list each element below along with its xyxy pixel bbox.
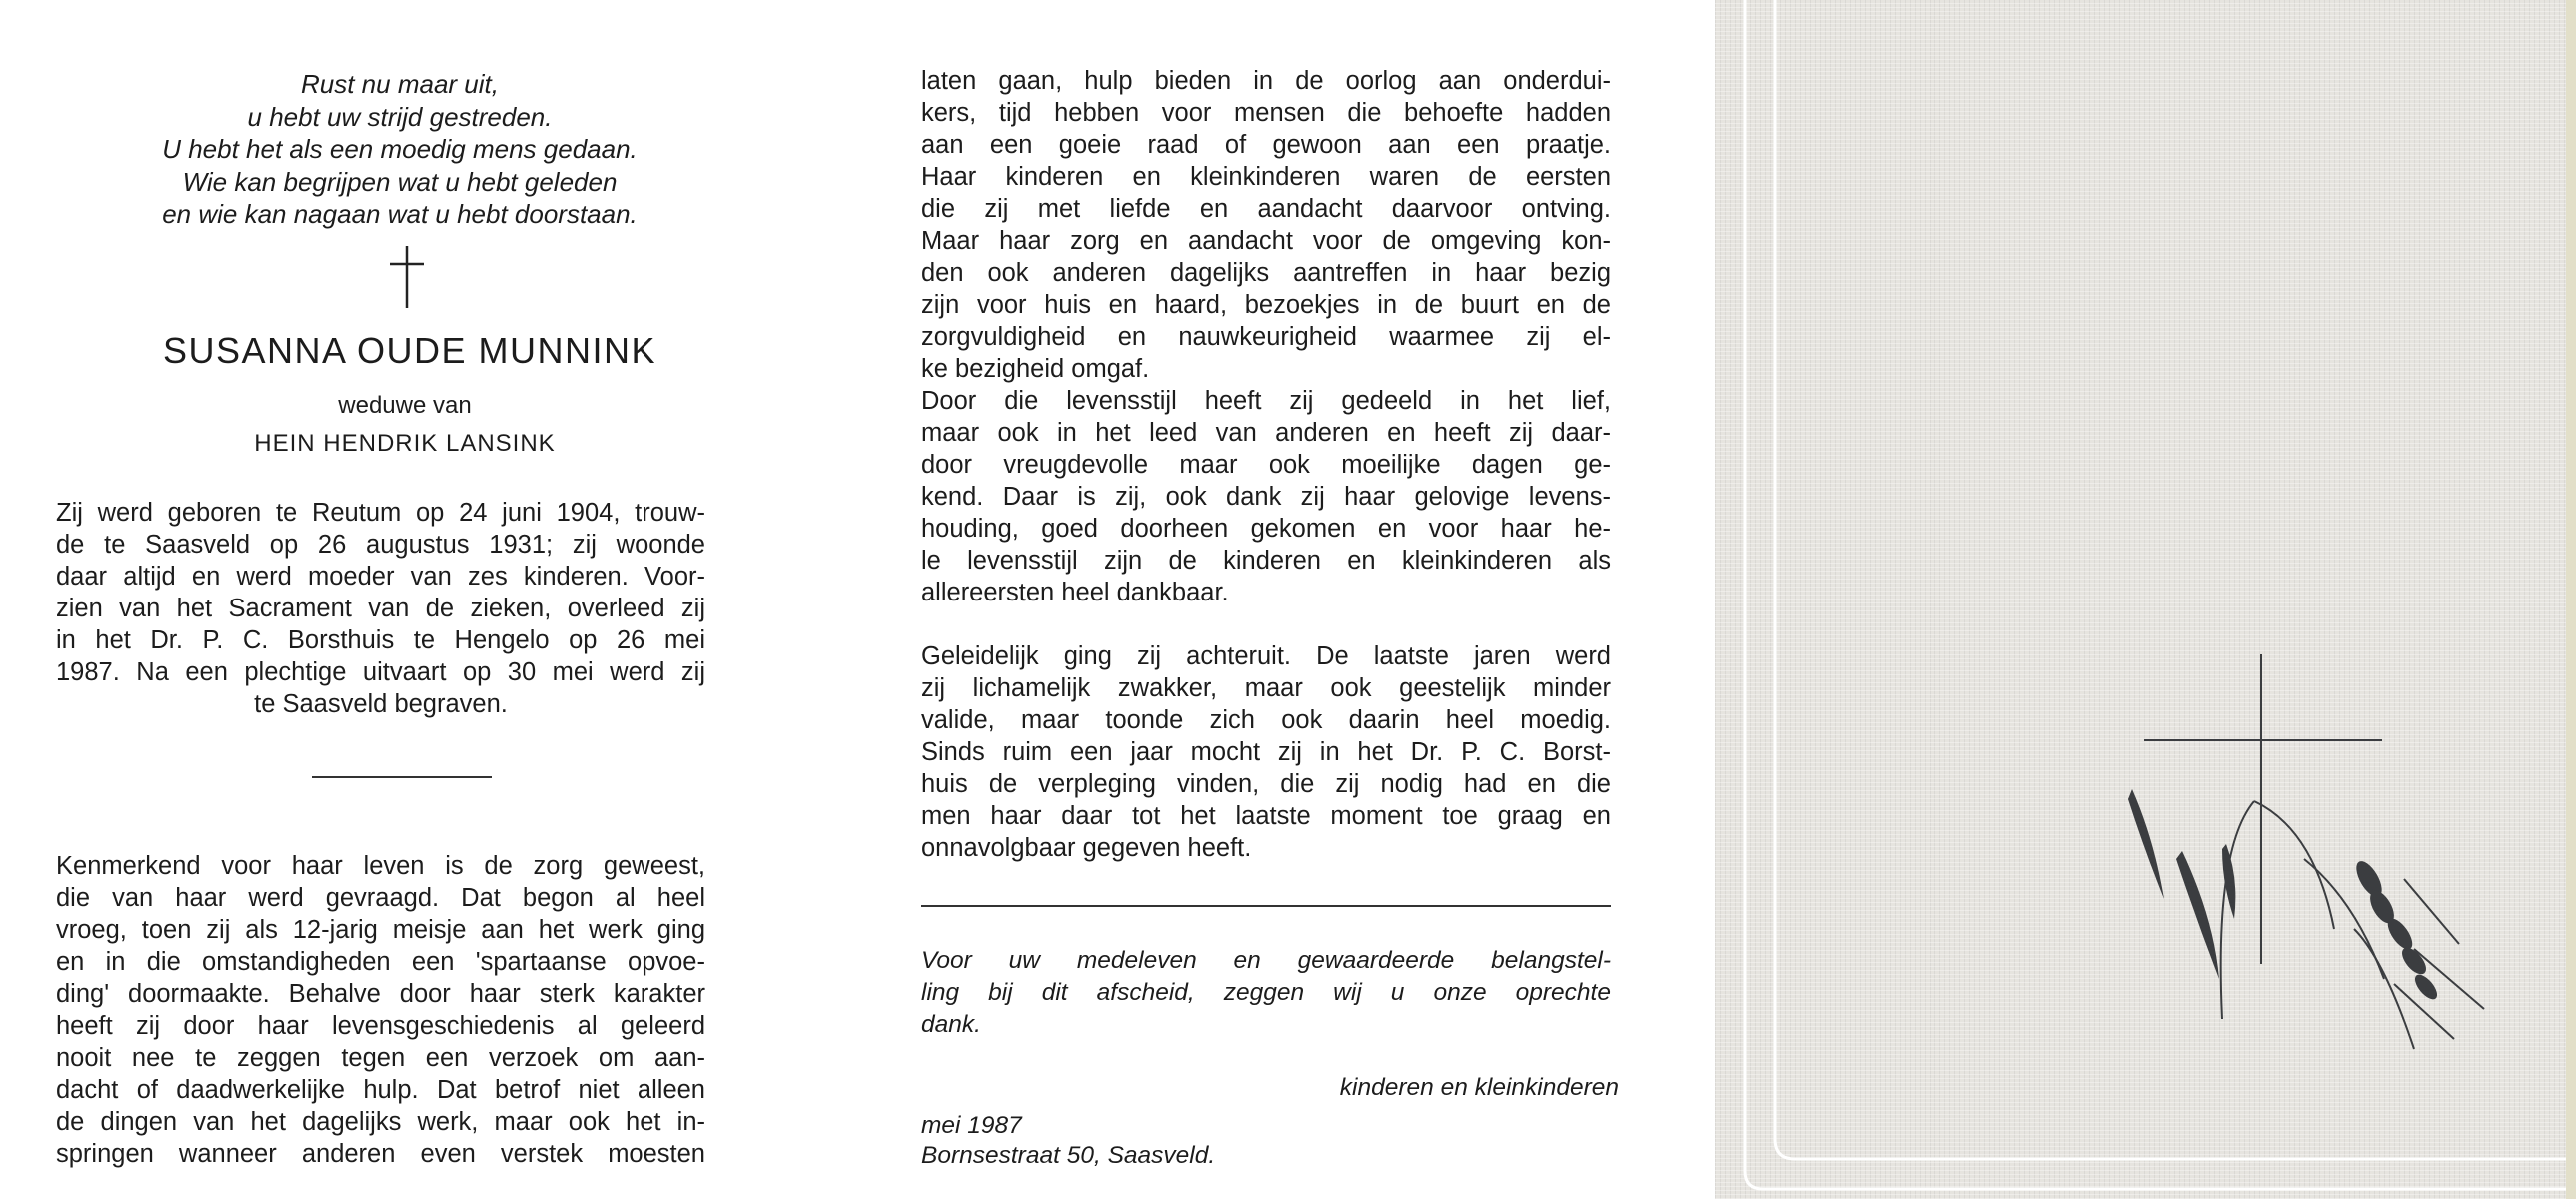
poem-line: Rust nu maar uit, (301, 69, 499, 99)
poem-line: U hebt het als een moedig mens gedaan. (162, 134, 638, 164)
text-line: laten gaan, hulp bieden in de oorlog aan onderdui- (921, 67, 1611, 95)
text-line: allereersten heel dankbaar. (921, 579, 1229, 606)
text-line: Haar kinderen en kleinkinderen waren de eersten (921, 163, 1611, 191)
section-divider (921, 905, 1611, 907)
text-line: ding' doormaakte. Behalve door haar sterk karakter (56, 980, 705, 1008)
text-line: den ook anderen dagelijks aantreffen in haar bezig (921, 259, 1611, 287)
text-line: men haar daar tot het laatste moment toe graag en (921, 802, 1611, 830)
text-line: dank. (921, 1011, 981, 1038)
text-line: de dingen van het dagelijks werk, maar ook het in- (56, 1108, 705, 1136)
signoff: kinderen en kleinkinderen (1339, 1074, 1619, 1101)
husband-name: HEIN HENDRIK LANSINK (254, 430, 556, 457)
text-line: door vreugdevolle maar ook moeilijke dagen ge- (921, 451, 1611, 479)
text-line: Zij werd geboren te Reutum op 24 juni 1904, trouw- (56, 499, 705, 527)
text-line: Sinds ruim een jaar mocht zij in het Dr. P. C. Borst- (921, 738, 1611, 766)
text-line: aan een goeie raad of gewoon aan een praatje. (921, 131, 1611, 159)
tribute-paragraph (921, 65, 1611, 864)
text-line: Geleidelijk ging zij achteruit. De laatste jaren werd (921, 642, 1611, 670)
deceased-name: SUSANNA OUDE MUNNINK (162, 330, 657, 371)
thanks-paragraph (921, 945, 1611, 1041)
text-line: in het Dr. P. C. Borsthuis te Hengelo op 26 mei (56, 626, 705, 654)
text-line: vroeg, toen zij als 12-jarig meisje aan het werk ging (56, 916, 705, 944)
left-page (0, 0, 839, 1199)
poem-line: Wie kan begrijpen wat u hebt geleden (182, 166, 618, 197)
text-line: de te Saasveld op 26 augustus 1931; zij woonde (56, 531, 705, 559)
text-line: springen wanneer anderen even verstek moesten (56, 1140, 705, 1168)
address: Bornsestraat 50, Saasveld. (921, 1142, 1216, 1169)
text-line: houding, goed doorheen gekomen en voor haar he- (921, 515, 1611, 543)
widow-of-label: weduwe van (338, 392, 472, 419)
text-line: le levensstijl zijn de kinderen en kleinkinderen als (921, 547, 1611, 575)
text-line: zijn voor huis en haard, bezoekjes in de buurt en de (921, 291, 1611, 319)
text-line: ke bezigheid omgaf. (921, 355, 1150, 383)
text-line: die zij met liefde en aandacht daarvoor ontving. (921, 195, 1611, 223)
section-divider (312, 776, 492, 778)
text-line: 1987. Na een plechtige uitvaart op 30 mei werd zij (56, 658, 705, 686)
text-line: Voor uw medeleven en gewaardeerde belangstel- (921, 947, 1611, 974)
card-edge (2566, 0, 2576, 1199)
text-line: onnavolgbaar gegeven heeft. (921, 834, 1252, 862)
text-line: Maar haar zorg en aandacht voor de omgeving kon- (921, 227, 1611, 255)
text-line: nooit nee te zeggen tegen een verzoek om aan- (56, 1044, 705, 1072)
text-line: en in die omstandigheden een 'spartaanse opvoe- (56, 948, 705, 976)
poem-line: en wie kan nagaan wat u hebt doorstaan. (162, 199, 638, 229)
text-line: die van haar werd gevraagd. Dat begon al heel (56, 884, 705, 912)
text-line: ling bij dit afscheid, zeggen wij u onze oprechte (921, 979, 1611, 1006)
card-cover (1715, 0, 2576, 1199)
date: mei 1987 (921, 1112, 1022, 1139)
middle-page (839, 0, 1679, 1199)
biography-paragraph (56, 497, 705, 720)
character-paragraph (56, 850, 705, 1170)
cross-and-wheat-icon (1715, 0, 2576, 1199)
text-line: huis de verpleging vinden, die zij nodig had en die (921, 770, 1611, 798)
poem (60, 68, 739, 231)
cross-icon (388, 244, 426, 310)
text-line: zij lichamelijk zwakker, maar ook geestelijk minder (921, 674, 1611, 702)
text-line: zien van het Sacrament van de zieken, overleed zij (56, 595, 705, 622)
text-line: zorgvuldigheid en nauwkeurigheid waarmee zij el- (921, 323, 1611, 351)
text-line: te Saasveld begraven. (254, 690, 508, 718)
poem-line: u hebt uw strijd gestreden. (247, 101, 553, 132)
text-line: Kenmerkend voor haar leven is de zorg geweest, (56, 852, 705, 880)
text-line: kers, tijd hebben voor mensen die behoefte hadden (921, 99, 1611, 127)
text-line: kend. Daar is zij, ook dank zij haar gelovige levens- (921, 483, 1611, 511)
text-line: daar altijd en werd moeder van zes kinderen. Voor- (56, 563, 705, 591)
text-line: Door die levensstijl heeft zij gedeeld in het lief, (921, 387, 1611, 415)
card-front (1715, 0, 2576, 1199)
text-line: maar ook in het leed van anderen en heeft zij daar- (921, 419, 1611, 447)
text-line: dacht of daadwerkelijke hulp. Dat betrof niet alleen (56, 1076, 705, 1104)
text-line: valide, maar toonde zich ook daarin heel moedig. (921, 706, 1611, 734)
text-line: heeft zij door haar levensgeschiedenis al geleerd (56, 1012, 705, 1040)
